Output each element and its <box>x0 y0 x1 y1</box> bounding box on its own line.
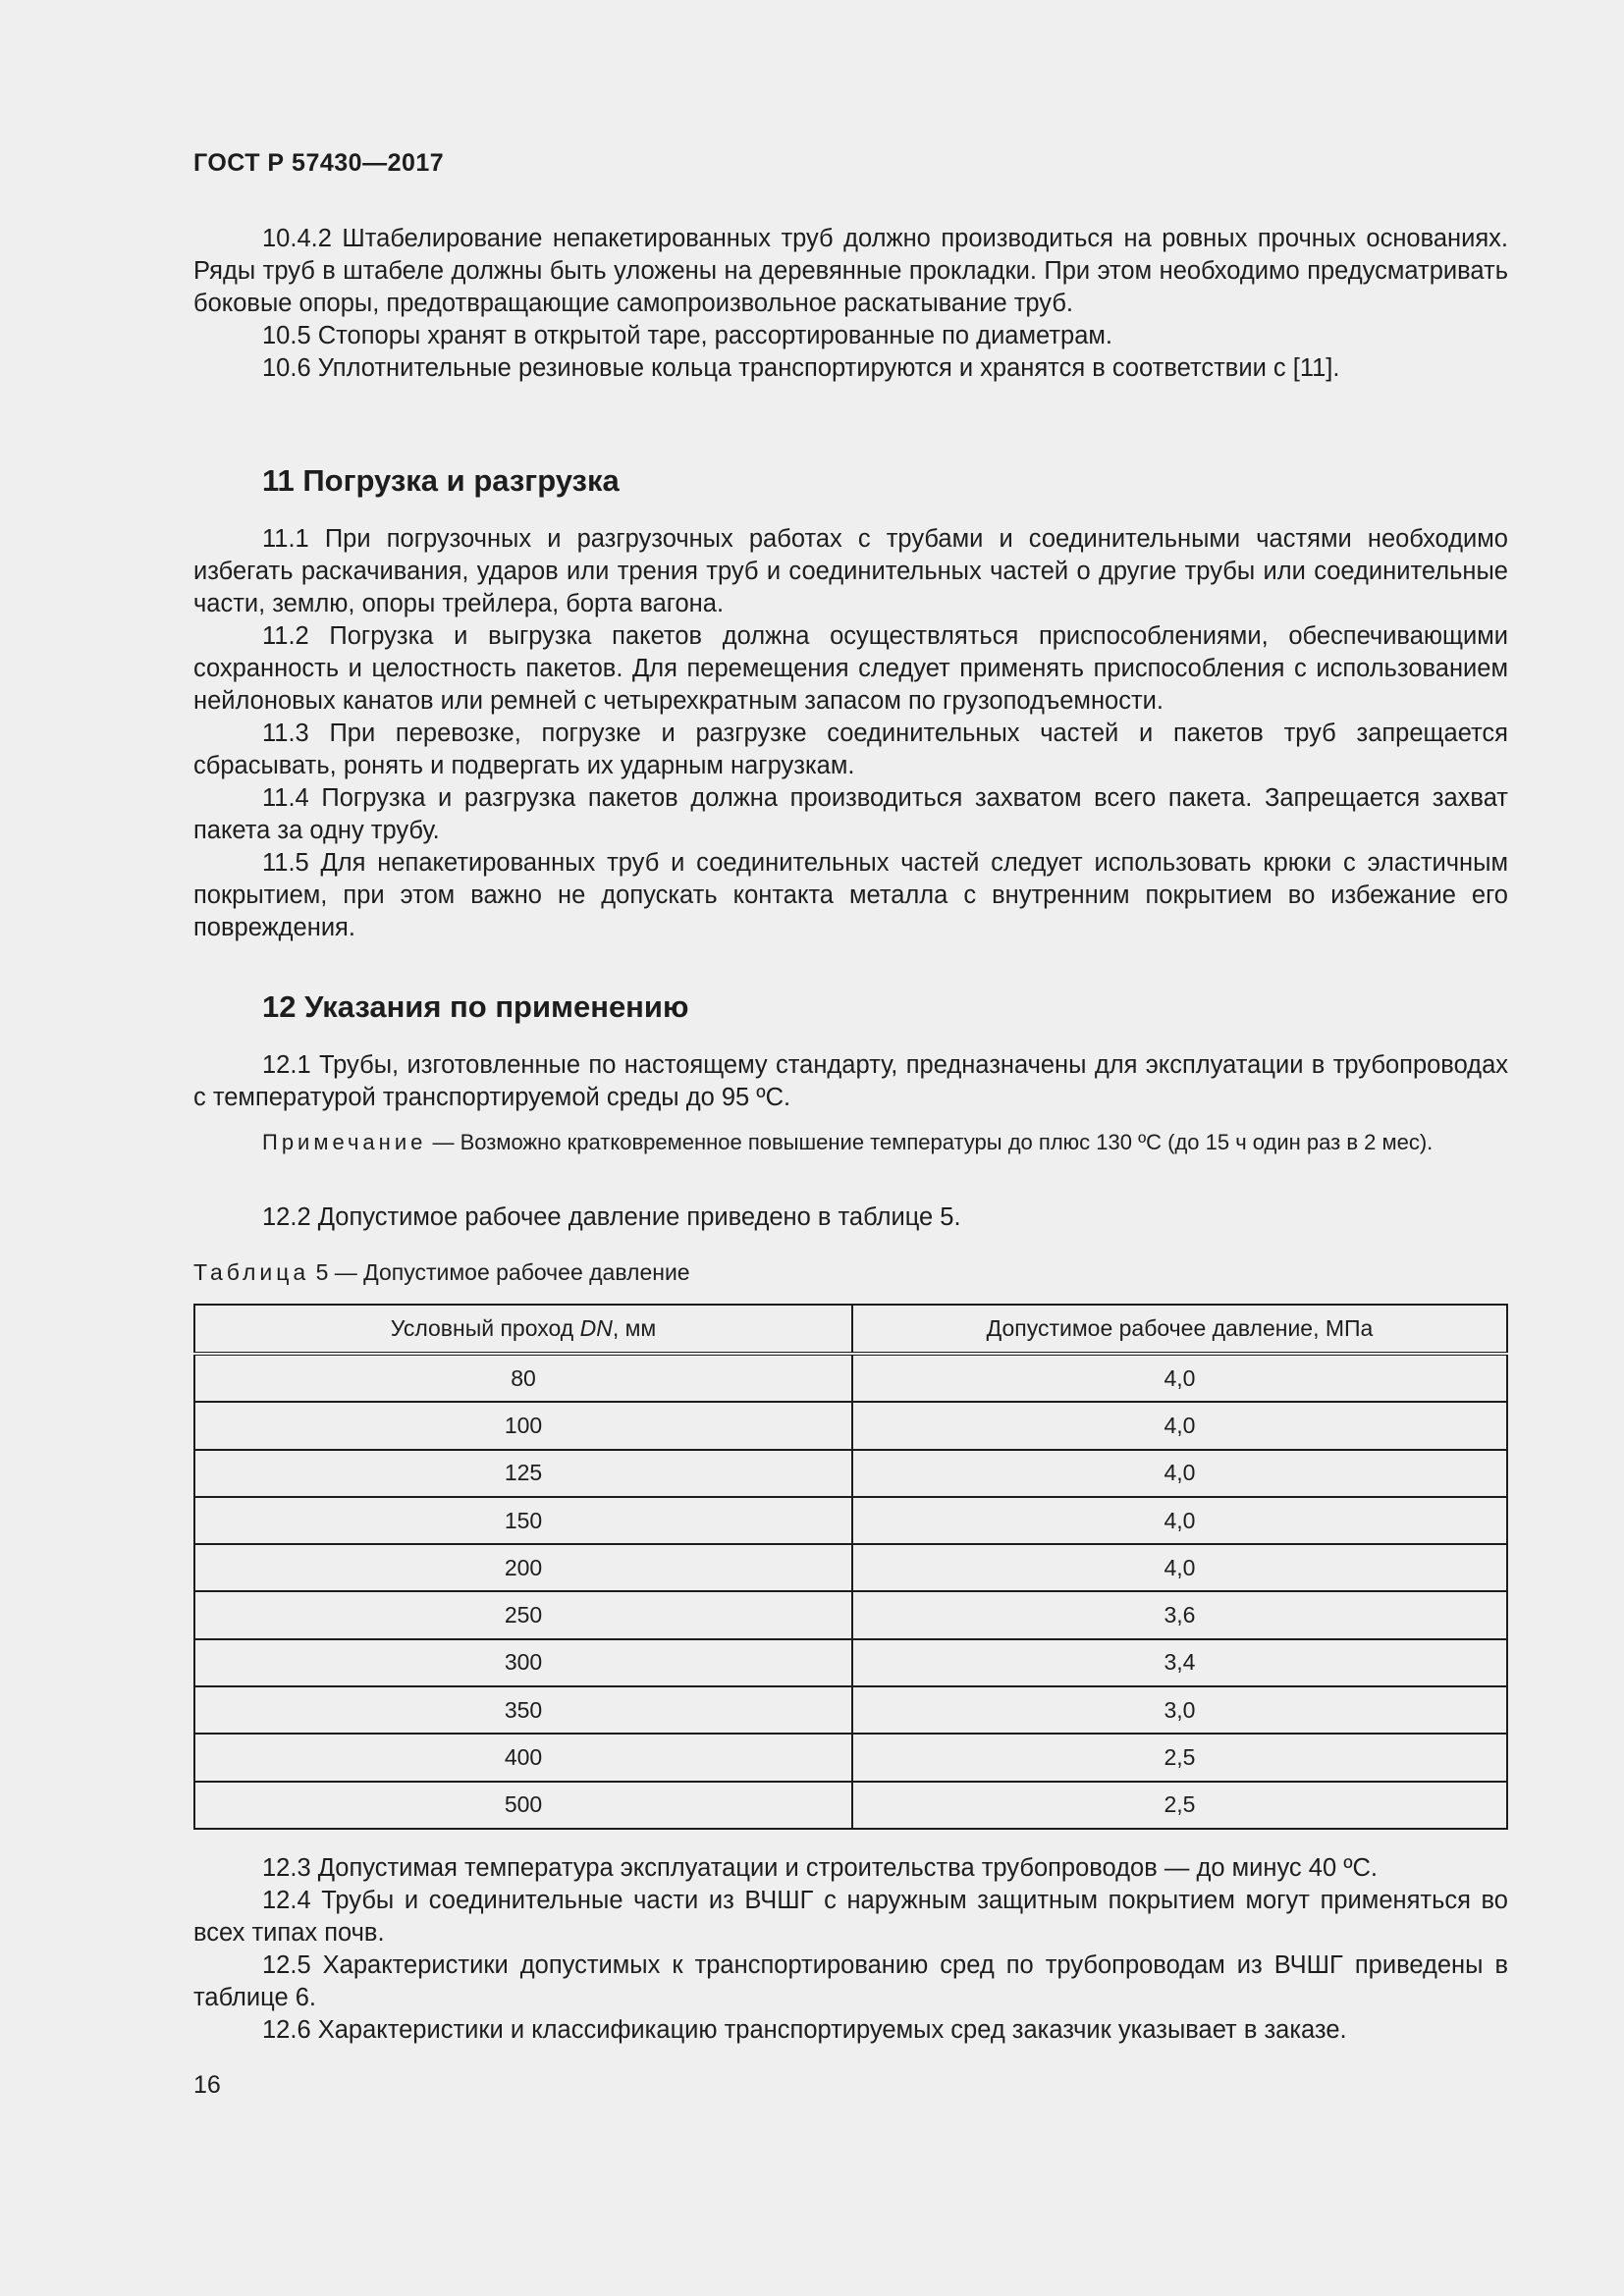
paragraph-11-5: 11.5 Для непакетированных труб и соединительных частей следует использовать крюки с эластичным покрытием, при этом важно не допускать контакта металла с внутренним покрытием во избежание его повреждения. <box>193 849 1508 941</box>
page-number: 16 <box>193 2071 221 2099</box>
cell-diameter: 300 <box>194 1639 852 1686</box>
table-caption <box>193 1259 690 1286</box>
section-11-heading-block <box>193 463 1508 499</box>
section-11 <box>193 523 1508 944</box>
column-header-diameter: Условный проход DN, мм <box>194 1305 852 1354</box>
paragraph-11-3: 11.3 При перевозке, погрузке и разгрузке соединительных частей и пакетов труб запрещается сбрасывать, ронять и подвергать их ударным нагрузкам. <box>193 720 1508 779</box>
cell-pressure: 4,0 <box>852 1402 1507 1449</box>
table-row <box>194 1354 1507 1402</box>
section-12-intro <box>193 1049 1508 1114</box>
cell-diameter: 200 <box>194 1544 852 1591</box>
cell-diameter: 350 <box>194 1686 852 1734</box>
cell-pressure: 4,0 <box>852 1354 1507 1402</box>
cell-pressure: 4,0 <box>852 1544 1507 1591</box>
cell-pressure: 3,6 <box>852 1591 1507 1638</box>
table-row <box>194 1402 1507 1449</box>
cell-pressure: 4,0 <box>852 1497 1507 1544</box>
section-12-end <box>193 1852 1508 2047</box>
pressure-table <box>193 1304 1508 1830</box>
note <box>193 1128 1508 1157</box>
paragraph-12-2: 12.2 Допустимое рабочее давление приведено в таблице 5. <box>262 1203 961 1231</box>
note-block <box>193 1128 1508 1157</box>
table-row <box>194 1450 1507 1497</box>
paragraph-11-2: 11.2 Погрузка и выгрузка пакетов должна осуществляться приспособлениями, обеспечивающими сохранность и целостность пакетов. Для перемещения следует применять приспособления с использованием нейлоновых канатов или ремней с четырехкратным запасом по грузоподъемности. <box>193 622 1508 715</box>
paragraph-10-6: 10.6 Уплотнительные резиновые кольца транспортируются и хранятся в соответствии с [11]. <box>262 354 1340 382</box>
cell-pressure: 2,5 <box>852 1734 1507 1781</box>
table-row <box>194 1639 1507 1686</box>
cell-pressure: 3,0 <box>852 1686 1507 1734</box>
paragraph-10-5: 10.5 Стопоры хранят в открытой таре, рассортированные по диаметрам. <box>262 322 1113 349</box>
cell-diameter: 250 <box>194 1591 852 1638</box>
paragraph-10-4-2: 10.4.2 Штабелирование непакетированных труб должно производиться на ровных прочных основаниях. Ряды труб в штабеле должны быть уложены на деревянные прокладки. При этом необходимо предусматривать боковые опоры, предотвращающие самопроизвольное раскатывание труб. <box>193 225 1508 317</box>
table-caption-text: 5 — Допустимое рабочее давление <box>309 1259 690 1285</box>
cell-pressure: 3,4 <box>852 1639 1507 1686</box>
note-label: Примечание <box>262 1130 427 1154</box>
table-row <box>194 1591 1507 1638</box>
table-row <box>194 1782 1507 1829</box>
cell-diameter: 80 <box>511 1364 536 1391</box>
table-body <box>194 1354 1507 1829</box>
paragraph-12-5: 12.5 Характеристики допустимых к транспортированию сред по трубопроводам из ВЧШГ приведены в таблице 6. <box>193 1951 1508 2011</box>
cell-diameter: 150 <box>194 1497 852 1544</box>
paragraph-12-1: 12.1 Трубы, изготовленные по настоящему стандарту, предназначены для эксплуатации в трубопроводах с температурой транспортируемой среды до 95 ºС. <box>193 1051 1508 1111</box>
cell-diameter: 500 <box>194 1782 852 1829</box>
cell-diameter: 100 <box>194 1402 852 1449</box>
column-header-pressure: Допустимое рабочее давление, МПа <box>852 1305 1507 1354</box>
cell-pressure: 2,5 <box>852 1782 1507 1829</box>
cell-diameter: 125 <box>194 1450 852 1497</box>
table-header-row <box>194 1305 1507 1354</box>
paragraph-12-3: 12.3 Допустимая температура эксплуатации и строительства трубопроводов — до минус 40 ºС. <box>262 1854 1379 1882</box>
section-12-heading-block <box>193 989 1508 1025</box>
section-10-end <box>193 223 1508 385</box>
table-row <box>194 1544 1507 1591</box>
note-text: — Возможно кратковременное повышение температуры до плюс 130 ºС (до 15 ч один раз в 2 мес). <box>426 1130 1434 1154</box>
section-12-table-ref <box>193 1201 1508 1234</box>
table-row <box>194 1734 1507 1781</box>
cell-pressure: 4,0 <box>852 1450 1507 1497</box>
table-row <box>194 1686 1507 1734</box>
section-11-title: 11 Погрузка и разгрузка <box>262 463 620 498</box>
table-caption-label: Таблица <box>193 1259 310 1285</box>
paragraph-12-6: 12.6 Характеристики и классификацию транспортируемых сред заказчик указывает в заказе. <box>262 2016 1347 2044</box>
cell-diameter: 400 <box>194 1734 852 1781</box>
document-page <box>193 0 1508 2296</box>
table-row <box>194 1497 1507 1544</box>
document-header: ГОСТ Р 57430—2017 <box>193 149 445 177</box>
section-12-title: 12 Указания по применению <box>262 989 689 1024</box>
paragraph-11-4: 11.4 Погрузка и разгрузка пакетов должна производиться захватом всего пакета. Запрещается захват пакета за одну трубу. <box>193 784 1508 844</box>
paragraph-12-4: 12.4 Трубы и соединительные части из ВЧШГ с наружным защитным покрытием могут применяться во всех типах почв. <box>193 1887 1508 1947</box>
paragraph-11-1: 11.1 При погрузочных и разгрузочных работах с трубами и соединительными частями необходимо избегать раскачивания, ударов или трения труб и соединительных частей о другие трубы или соединительные части, землю, опоры трейлера, борта вагона. <box>193 525 1508 617</box>
